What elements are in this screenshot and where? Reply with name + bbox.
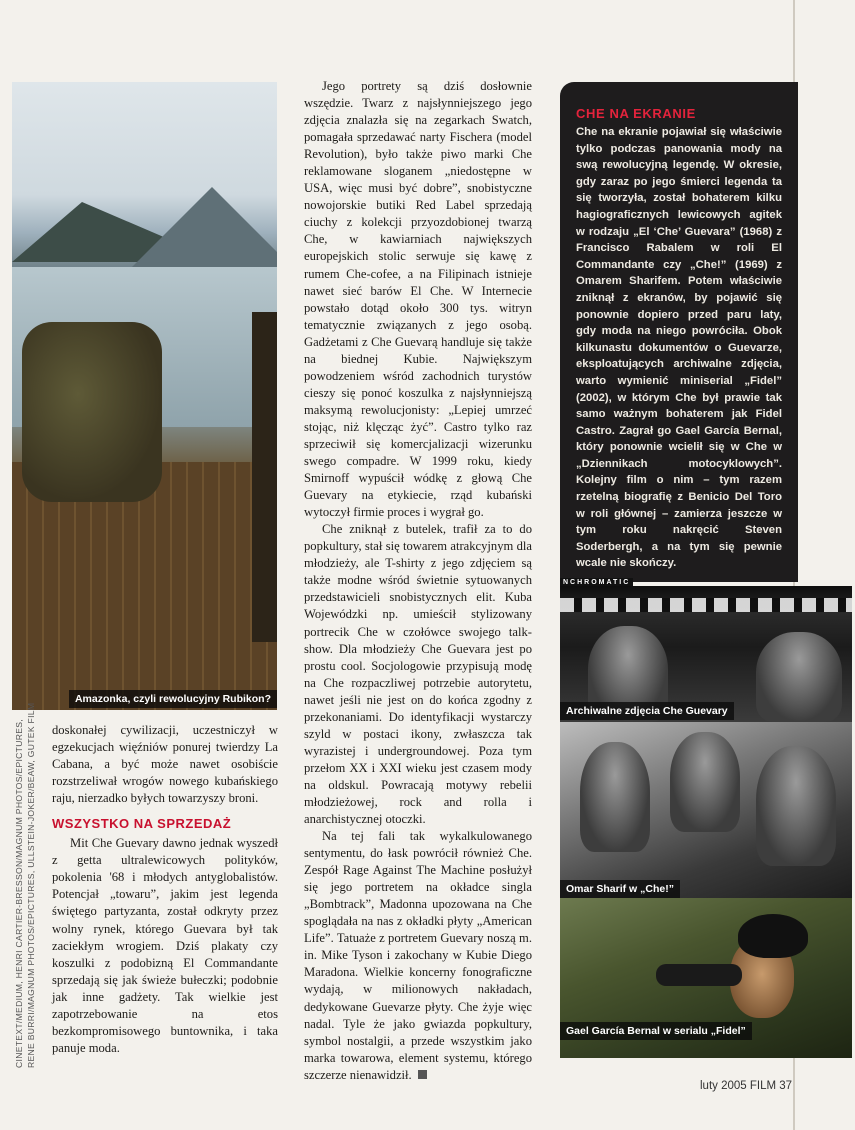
sharif-photo-caption: Omar Sharif w „Che!” bbox=[560, 880, 680, 898]
figure-silhouette bbox=[670, 732, 740, 832]
lake-photo bbox=[12, 82, 277, 710]
sharif-photo bbox=[560, 722, 852, 898]
end-mark-icon bbox=[418, 1070, 427, 1079]
deck-post bbox=[252, 312, 277, 642]
film-strip-holes bbox=[560, 598, 852, 612]
figure-silhouette bbox=[756, 632, 842, 722]
figure-silhouette bbox=[580, 742, 650, 852]
beret-shape bbox=[738, 914, 808, 958]
middle-paragraph-1: Jego portrety są dziś dosłownie wszędzie. Twarz z najsłynniejszego jego zdjęcia znalazła się na zegarkach Swatch, pomagała sprzedawać narty Fischera (model Revolution), było także piwo marki Che reklamowane sloganem „niedostępne w USA, więc musi być dobre”, snobistyczne nowojorskie butiki Red Label sprzedają ciuchy z kolekcji przyozdobionej twarzą Che, w kawiarniach największych europejskich stolic serwuje się kawę z rumem Che-cofee, a na Filipinach istnieje nawet sieć barów El Che. W Internecie powstało dotąd około 300 tys. witryn tematycznie związanych z jego osobą. Gadżetami z Che Guevarą handluje się także na biednej Kubie. Największym powodzeniem wśród zachodnich turystów cieszy się ponoć koszulka z najsłynniejszą maksymą rewolucjonisty: „Lepiej umrzeć stojąc, niż klęcząc żyć”. Castro tylko raz sprzeciwił się komercjalizacji wizerunku swego compadre. W 1999 roku, kiedy Smirnoff wypuścił wódkę z głową Che Guevary na etykiecie, rząd kubański wytoczył firmie proces i wygrał go. bbox=[304, 79, 532, 520]
photo-credit-line2: RENE BURRI/MAGNUM PHOTOS/EPICTURES, ULLSTEIN-JOKER/BEAW, GUTEK FILM bbox=[26, 702, 36, 1068]
page-folio: luty 2005 FILM 37 bbox=[700, 1080, 793, 1092]
middle-paragraph-3: Na tej fali tak wykalkulowanego sentymentu, do łask powrócił również Che. Zespół Rage Against The Machine posłużył się jego portretem na okładce singla „Bombtrack”, Madonna upozowana na Che spoglądała na nas z okładki płyty „American Life”. Tatuaże z portretem Guevary noszą m. in. Mike Tyson i zakochany w Kubie Diego Maradona. Wielkie koncerny fonograficzne wydają, w milionowych nakładach, dedykowane Guevarze płyty. Che żyje więc nadal. Tyle że jako gwiazda popkultury, symbol nostalgii, a przede wszystkim jako marka towarowa, element systemu, którego szczerze nienawidził. bbox=[304, 829, 532, 1082]
section-subhead: WSZYSTKO NA SPRZEDAŻ bbox=[52, 816, 232, 832]
middle-paragraph-2: Che zniknął z butelek, trafił za to do popkultury, stał się towarem atrakcyjnym dla młodzieży, ale T-shirty z jego zdjęciem są także modne wśród świetnie sytuowanych przedstawicieli snobistycznych elit. Kuba Wojewódzki np. umieścił stylizowany portrecik Che w czołówce swojego talk-show. Dla młodzieży Che Guevara jest po prostu cool. Socjologowie przypisują modę na Che rozpaczliwej potrzebie autorytetu, nawet jeśli nie jest on do końca zgodny z przekonaniami. Do identyfikacji wystarczy szyld w postaci ikony, zwłaszcza tak wyrazistej i undergroundowej. Poza tym przełom XX i XXI wieku jest czasem mody na oldskul. Powracają motywy rebelii młodzieżowej, rock and rolla i anarchistycznej otoczki. bbox=[304, 522, 532, 827]
middle-text-column bbox=[304, 78, 532, 1084]
che-na-ekranie-box bbox=[560, 82, 798, 582]
archive-photo bbox=[560, 586, 852, 722]
lake-photo-caption: Amazonka, czyli rewolucyjny Rubikon? bbox=[69, 690, 277, 708]
bernal-photo bbox=[560, 898, 852, 1058]
photo-credit bbox=[14, 702, 48, 1068]
box-title: CHE NA EKRANIE bbox=[576, 106, 696, 121]
cargo-bundle bbox=[22, 322, 162, 502]
film-strip-label: NCHROMATIC bbox=[560, 578, 633, 587]
binoculars-shape bbox=[656, 964, 742, 986]
mountain-shape bbox=[132, 187, 277, 267]
left-paragraph-1: doskonałej cywilizacji, uczestniczył w egzekucjach więźniów ponurej twierdzy La Cabana, a być może nawet osobiście rozstrzeliwał wrogów nowego kubańskiego raju, nierzadko byłych towarzyszy broni. bbox=[52, 723, 278, 806]
left-paragraph-2: Mit Che Guevary dawno jednak wyszedł z getta ultralewicowych polityków, pokolenia '68 i młodych antyglobalistów. Potencjał „towaru”, jakim jest legenda świętego partyzanta, został odkryty przez wolny rynek, którego Guevara był tak zaciekłym wrogiem. Dziś plakaty czy koszulki z podobizną El Commandante sprzedają się jak świeże bułeczki; podobnie jak inne gadżety. Tak wielkie jest zapotrzebowanie na etos bezkompromisowego buntownika, i taka panuje moda. bbox=[52, 836, 278, 1055]
figure-silhouette bbox=[756, 746, 836, 866]
photo-credit-line1: CINETEXT/MEDIUM, HENRI CARTIER-BRESSON/MAGNUM PHOTOS/EPICTURES, bbox=[14, 719, 24, 1068]
bernal-photo-caption: Gael García Bernal w serialu „Fidel” bbox=[560, 1022, 752, 1040]
archive-photo-caption: Archiwalne zdjęcia Che Guevary bbox=[560, 702, 734, 720]
left-text-column bbox=[52, 722, 278, 1057]
box-text: Che na ekranie pojawiał się właściwie tylko podczas panowania mody na swą rewolucyjną legendę. W okresie, gdy zaraz po jego śmierci legenda ta się tworzyła, został bohaterem kilku hagiograficznych lewicowych agitek w rodzaju „El ‘Che’ Guevara” (1968) z Francisco Rabalem w roli El Commandante czy „Che!” (1969) z Omarem Sharifem. Potem właściwie zniknął z ekranów, by pojawić się ponownie dopiero przed paru laty, gdy moda na niego powróciła. Obok kilkunastu dokumentów o Guevarze, eksploatujących archiwalne zdjęcia, warto wymienić miniserial „Fidel” (2002), w którym Che był prawie tak samo ważnym bohaterem jak Fidel Castro. Zagrał go Gael García Bernal, który ponownie wcielił się w Che w „Dziennikach motocyklowych”. Kolejny film o nim – tym razem rzetelną biografię z Benicio Del Toro w roli głównej – zamierza jeszcze w tym roku nakręcić Steven Soderbergh, a na tym się pewnie wcale nie skończy. bbox=[576, 126, 782, 570]
